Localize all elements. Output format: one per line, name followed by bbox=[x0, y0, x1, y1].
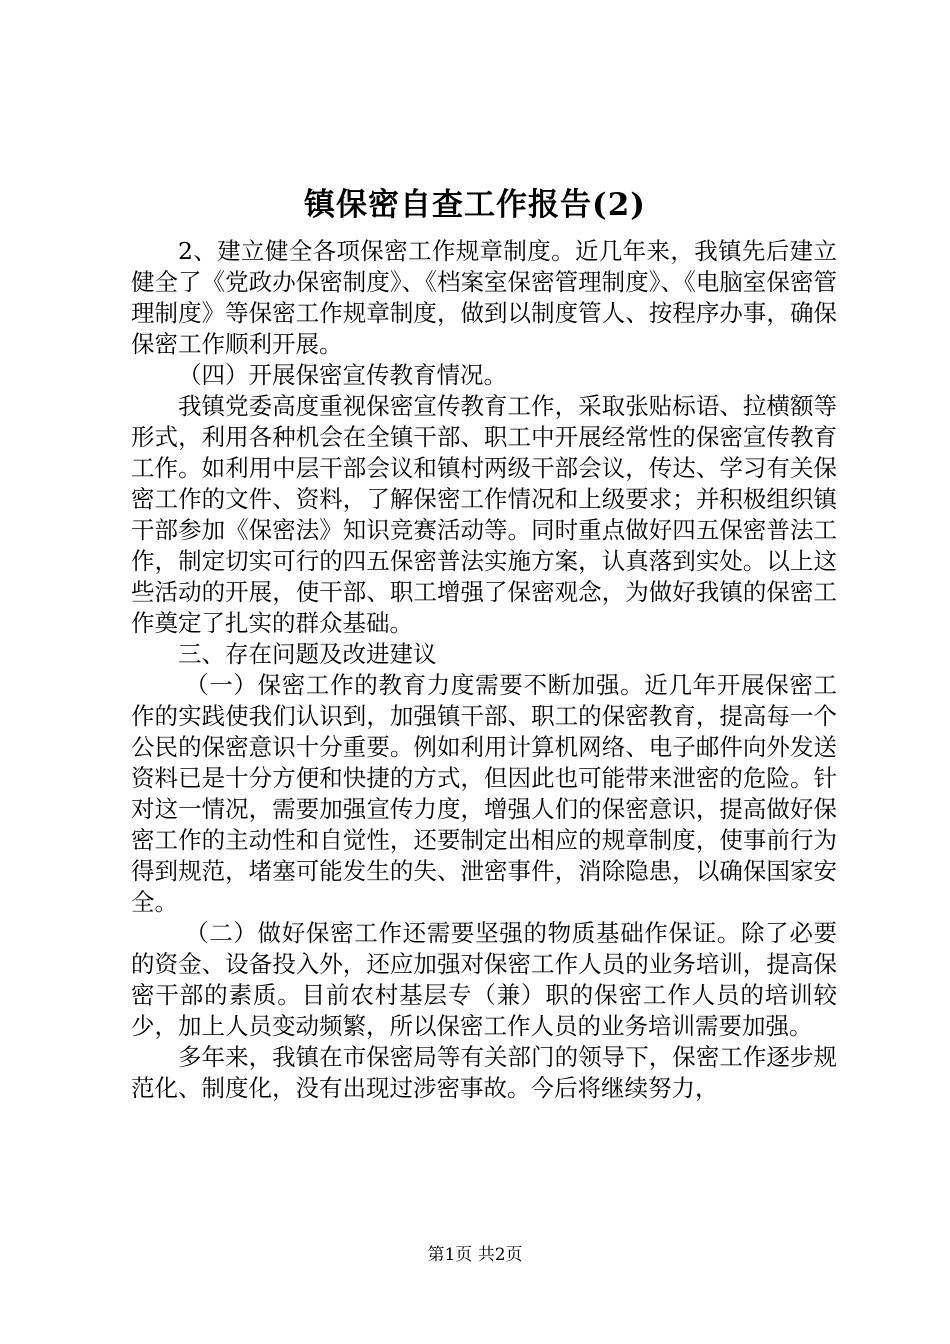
page-number-footer: 第1页 共2页 bbox=[427, 1245, 523, 1265]
heading-problems-suggestions: 三、存在问题及改进建议 bbox=[178, 640, 437, 668]
heading-publicity-education: （四）开展保密宣传教育情况。 bbox=[178, 361, 507, 389]
paragraph-regulations: 2、建立健全各项保密工作规章制度。近几年来，我镇先后建立健全了《党政办保密制度》、《档案室保密管理制度》、《电脑室保密管理制度》等保密工作规章制度，做到以制度管人、按程序办事，确保保密工作顺利开展。 bbox=[131, 237, 837, 358]
paragraph-problem-one: （一）保密工作的教育力度需要不断加强。近几年开展保密工作的实践使我们认识到，加强镇干部、职工的保密教育，提高每一个公民的保密意识十分重要。例如利用计算机网络、电子邮件向外发送资料已是十分方便和快捷的方式，但因此也可能带来泄密的危险。针对这一情况，需要加强宣传力度，增强人们的保密意识，提高做好保密工作的主动性和自觉性，还要制定出相应的规章制度，使事前行为得到规范，堵塞可能发生的失、泄密事件，消除隐患，以确保国家安全。 bbox=[131, 671, 837, 916]
document-title: 镇保密自查工作报告(2) bbox=[304, 187, 646, 223]
paragraph-problem-two: （二）做好保密工作还需要坚强的物质基础作保证。除了必要的资金、设备投入外，还应加强对保密工作人员的业务培训，提高保密干部的素质。目前农村基层专（兼）职的保密工作人员的培训较少，加上人员变动频繁，所以保密工作人员的业务培训需要加强。 bbox=[131, 919, 837, 1040]
paragraph-publicity-education: 我镇党委高度重视保密宣传教育工作，采取张贴标语、拉横额等形式，利用各种机会在全镇干部、职工中开展经常性的保密宣传教育工作。如利用中层干部会议和镇村两级干部会议，传达、学习有关保密工作的文件、资料，了解保密工作情况和上级要求；并积极组织镇干部参加《保密法》知识竞赛活动等。同时重点做好四五保密普法工作，制定切实可行的四五保密普法实施方案，认真落到实处。以上这些活动的开展，使干部、职工增强了保密观念，为做好我镇的保密工作奠定了扎实的群众基础。 bbox=[131, 392, 837, 637]
document-body bbox=[131, 236, 837, 1104]
paragraph-conclusion: 多年来，我镇在市保密局等有关部门的领导下，保密工作逐步规范化、制度化，没有出现过涉密事故。今后将继续努力， bbox=[131, 1043, 837, 1102]
